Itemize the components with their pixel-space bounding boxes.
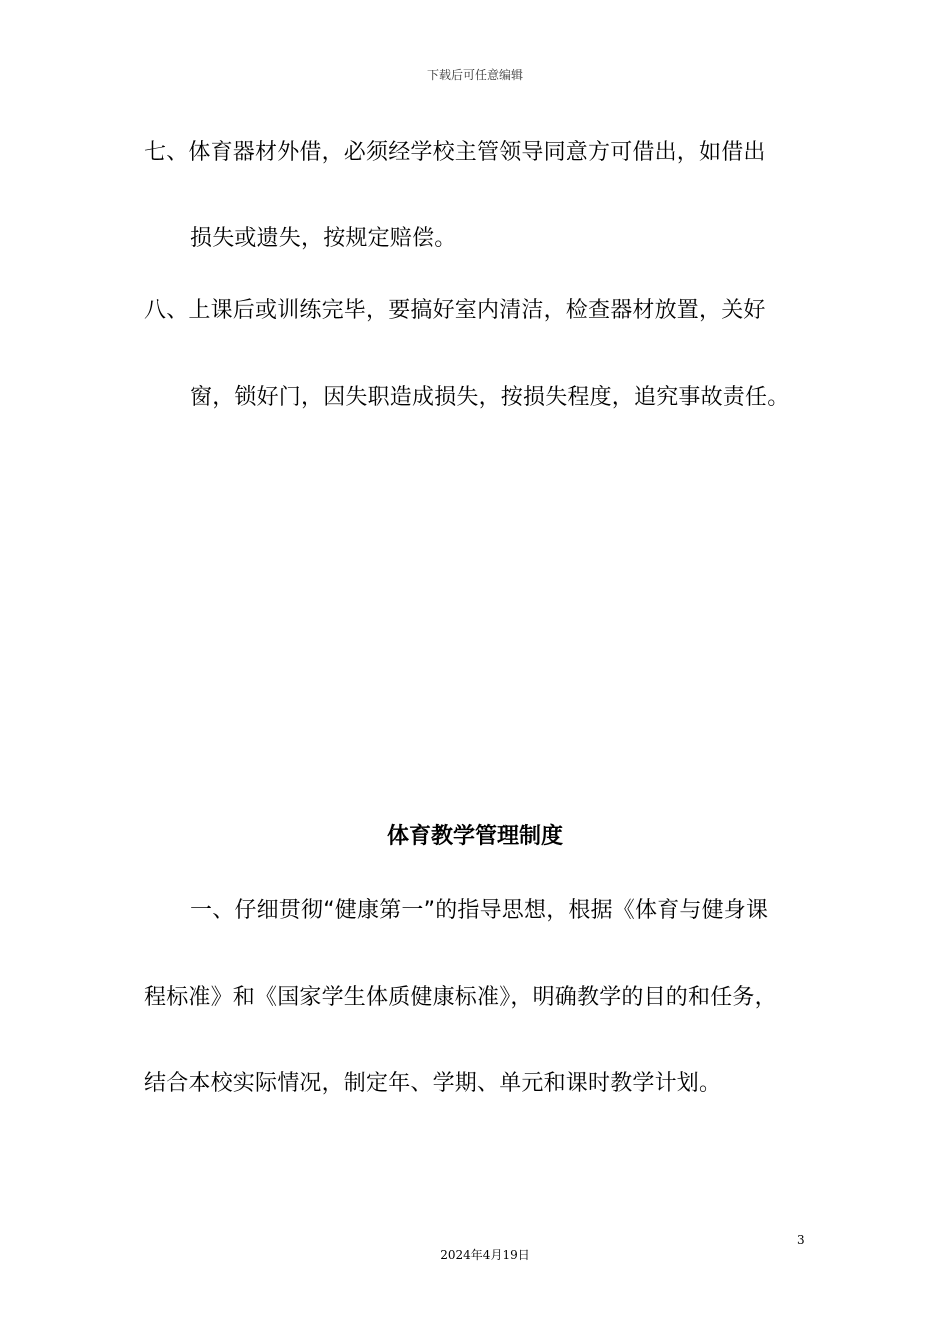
rule-7-line-1: 七、体育器材外借，必须经学校主管领导同意方可借出，如借出 — [144, 140, 766, 165]
page-number: 3 — [797, 1233, 805, 1247]
paragraph-line-1: 一、仔细贯彻“健康第一”的指导思想，根据《体育与健身课 — [190, 898, 769, 923]
rule-8-line-1: 八、上课后或训练完毕，要搞好室内清洁，检查器材放置，关好 — [144, 298, 766, 323]
rule-8-line-2: 窗，锁好门，因失职造成损失，按损失程度，追究事故责任。 — [190, 385, 790, 410]
rule-7-line-2: 损失或遗失，按规定赔偿。 — [190, 226, 457, 251]
paragraph-line-2: 程标准》和《国家学生体质健康标准》，明确教学的目的和任务， — [144, 985, 777, 1010]
page-header-note: 下载后可任意编辑 — [426, 68, 523, 82]
paragraph-line-3: 结合本校实际情况，制定年、学期、单元和课时教学计划。 — [144, 1071, 722, 1096]
section-title: 体育教学管理制度 — [386, 824, 563, 849]
footer-date: 2024年4月19日 — [440, 1248, 530, 1262]
